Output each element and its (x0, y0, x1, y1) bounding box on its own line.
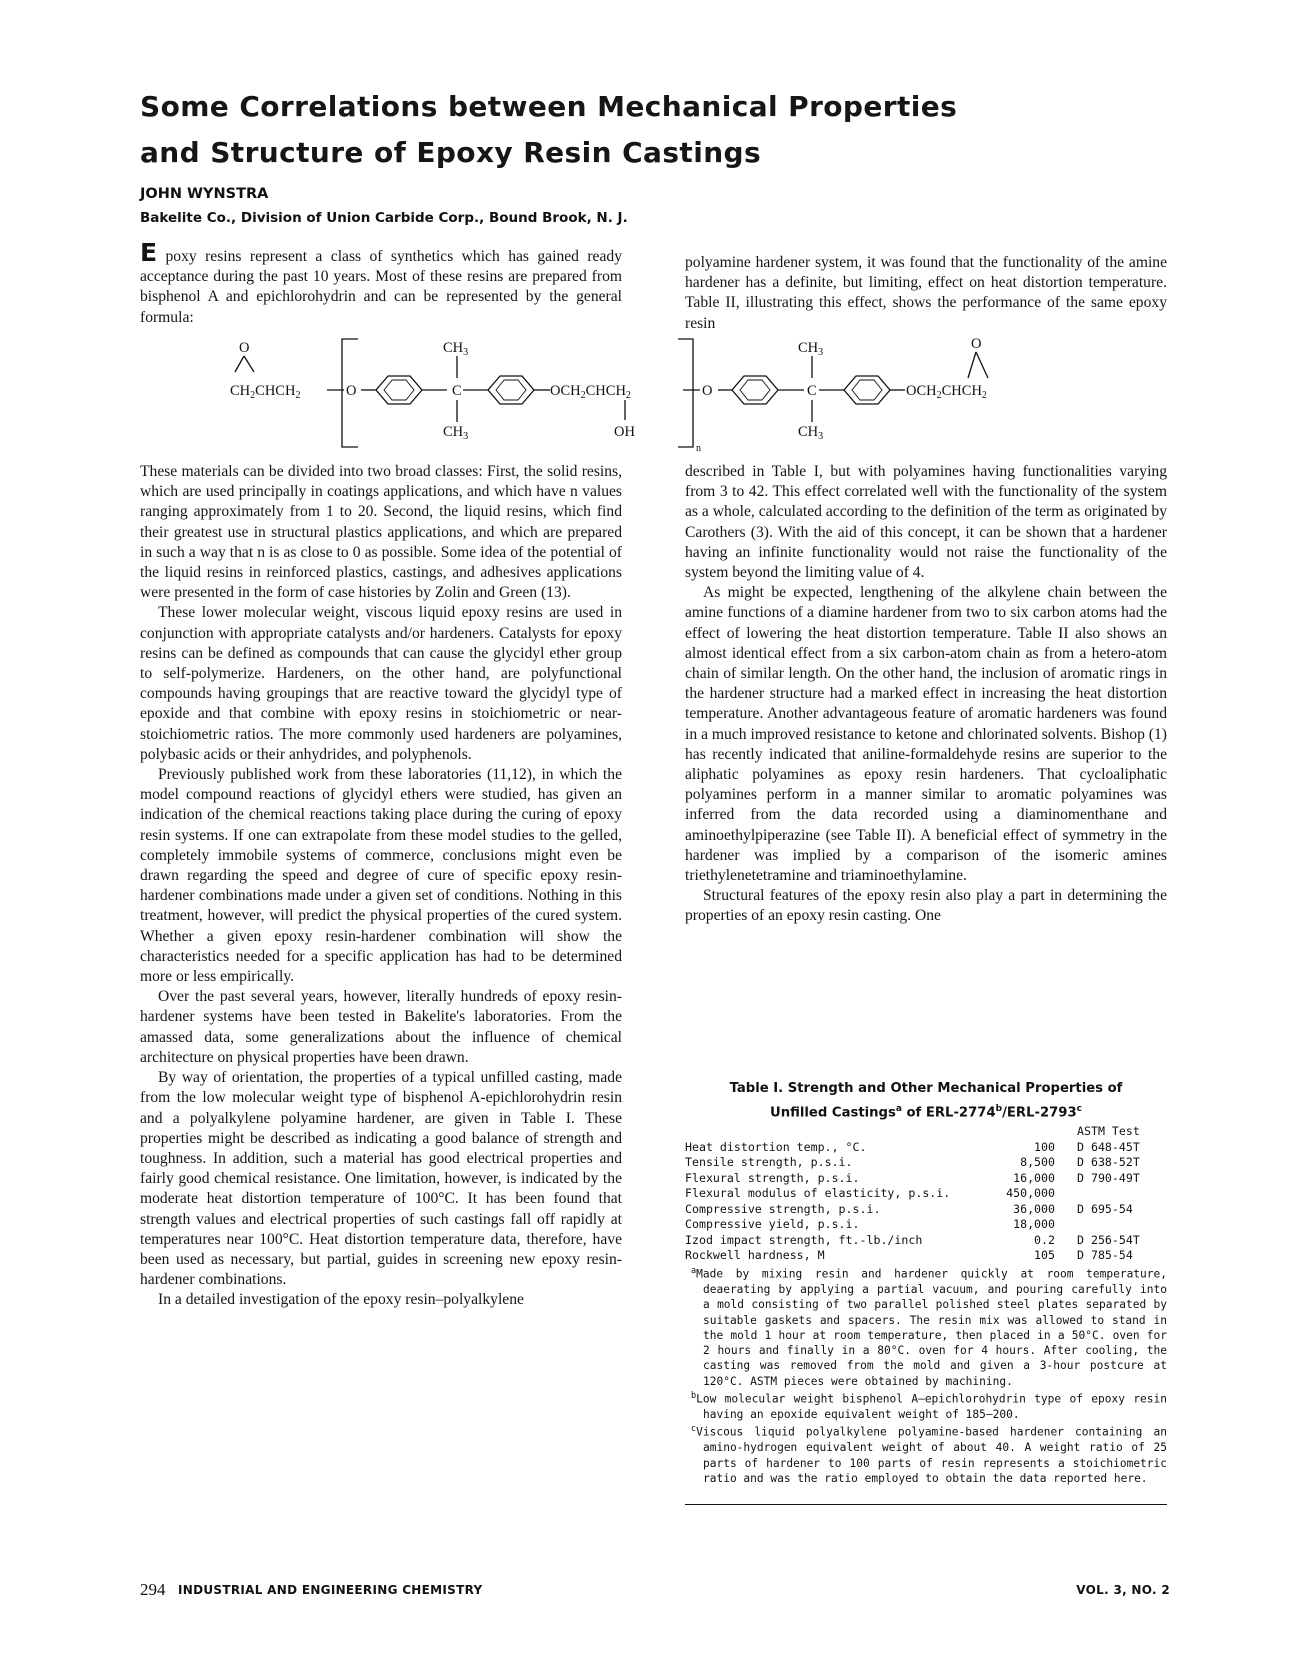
formula-ch3-top: $CH_3$ (443, 340, 469, 358)
paragraph: These materials can be divided into two broad classes: First, the solid resins, which are used principally in coatings applications, and which have n values ranging approximately from 1 to 20. Second, the liquid resins, which find their greatest use in structural plastics applications, and which are prepared in such a way that n is as close to 0 as possible. Some idea of the potential of the liquid resins in reinforced plastics, castings, and adhesives applications were presented in the form of case histories by Zolin and Green (13). (140, 463, 622, 602)
formula-n: n (696, 443, 701, 454)
paragraph: As might be expected, lengthening of the alkylene chain between the amine functions of a diamine hardener from two to six carbon atoms had the effect of lowering the heat distortion temperature. Table II also shows an almost identical effect from a six carbon-atom chain as from a hetero-atom chain of similar length. On the other hand, the inclusion of aromatic rings in the hardener structure had a marked effect in increasing the heat distortion temperature. Another advantageous feature of aromatic hardeners was found in a much improved resistance to ketone and chlorinated solvents. Bishop (1) has recently indicated that aniline-formaldehyde resins are superior to the aliphatic polyamines as epoxy resin hardeners. That cycloaliphatic polyamines perform in a manner similar to aromatic polyamines was inferred from the data recorded using a diaminomenthane and aminoethylpiperazine (see Table II). A beneficial effect of symmetry in the hardener was implied by a comparison of the isomeric amines triethylenetetramine and triaminoethylamine. (685, 584, 1167, 885)
page-footer (140, 1580, 1170, 1600)
formula-ch3-bottom: $CH_3$ (443, 424, 469, 442)
title-line-1: Some Correlations between Mechanical Properties (140, 90, 958, 123)
formula-ether-o: O (346, 383, 357, 399)
table-row: Rockwell hardness, M 105 D 785-54 (685, 1248, 1133, 1263)
paragraph: Structural features of the epoxy resin also play a part in determining the properties of an epoxy resin casting. One (685, 887, 1167, 925)
title-line-2: and Structure of Epoxy Resin Castings (140, 136, 762, 169)
formula-quaternary-c: C (452, 383, 462, 399)
table-bottom-rule (685, 1504, 1167, 1505)
formula-och2chch2: $OCH_2CHCH_2$ (550, 383, 631, 401)
table-footnote-c: $^c$Viscous liquid polyalkylene polyamine-based hardener containing an amino-hydrogen equivalent weight of about 40. A weight ratio of 25 parts of hardener to 100 parts of resin represents a stoichiometric ratio and was the ratio employed to obtain the data reported here. (691, 1424, 1167, 1485)
table-caption-line-2: Unfilled Castings$^a$ of ERL-2774$^b$/ERL-2793$^c$ (770, 1104, 1082, 1121)
intro-paragraph (140, 238, 622, 328)
paragraph: Previously published work from these laboratories (11,12), in which the model compound reactions of glycidyl ethers were studied, has given an indication of the chemical reactions taking place during the curing of epoxy resin systems. If one can extrapolate from these model studies to the gelled, completely immobile systems of commerce, conclusions might even be drawn regarding the speed and degree of cure of specific epoxy resin-hardener combinations made under a given set of conditions. Nothing in this treatment, however, will predict the physical properties of the cured system. Whether a given epoxy resin-hardener combination will show the characteristics needed for a specific application has had to be determined more or less empirically. (140, 766, 622, 986)
author-affiliation: Bakelite Co., Division of Union Carbide Corp., Bound Brook, N. J. (140, 210, 628, 226)
table-caption-line-1: Table I. Strength and Other Mechanical Properties of (729, 1081, 1123, 1096)
formula-oh: OH (614, 424, 635, 440)
intro-column (140, 238, 622, 328)
table-footnote-b: $^b$Low molecular weight bisphenol A–epichlorohydrin type of epoxy resin having an epoxide equivalent weight of 185–200. (691, 1391, 1167, 1422)
repeat-bracket-right (678, 339, 693, 447)
table-row: Izod impact strength, ft.-lb./inch 0.2 D 256-54T (685, 1232, 1140, 1247)
right-top-paragraph: polyamine hardener system, it was found that the functionality of the amine hardener has a definite, but limiting, effect on heat distortion temperature. Table II, illustrating this effect, shows the performance of the same epoxy resin (685, 254, 1167, 332)
paragraph: These lower molecular weight, viscous liquid epoxy resins are used in conjunction with appropriate catalysts and/or hardeners. Catalysts for epoxy resins can be defined as compounds that can cause the glycidyl ether group to self-polymerize. Hardeners, on the other hand, are polyfunctional compounds having groupings that are reactive toward the glycidyl type of epoxide and that combine with epoxy resins in stoichiometric or near-stoichiometric ratios. The more commonly used hardeners are polyamines, polybasic acids or their anhydrides, and polyphenols. (140, 604, 622, 763)
right-top-column (685, 253, 1167, 334)
epoxide-bond (235, 356, 244, 372)
drop-cap: E (140, 238, 158, 267)
paragraph: Over the past several years, however, literally hundreds of epoxy resin-hardener systems have been tested in Bakelite's laboratories. From the amassed data, some generalizations about the influence of chemical architecture on physical properties have been drawn. (140, 988, 622, 1066)
properties-table (685, 1124, 1167, 1264)
journal-name: INDUSTRIAL AND ENGINEERING CHEMISTRY (178, 1583, 483, 1597)
author-name: JOHN WYNSTRA (140, 186, 269, 202)
formula-ch3-bottom-2: $CH_3$ (798, 424, 824, 442)
intro-text: poxy resins represent a class of synthetics which has gained ready acceptance during the past 10 years. Most of these resins are prepared from bisphenol A and epichlorohydrin and can be represented by the general formula: (140, 248, 622, 326)
table-row: Tensile strength, p.s.i. 8,500 D 638-52T (685, 1155, 1140, 1170)
page-number: 294 (140, 1580, 166, 1599)
table-row: Compressive strength, p.s.i. 36,000 D 695-54 (685, 1201, 1133, 1216)
left-column (140, 462, 622, 1311)
paragraph: In a detailed investigation of the epoxy resin–polyalkylene (158, 1291, 524, 1309)
volume-issue: VOL. 3, NO. 2 (1076, 1583, 1170, 1597)
table-footnote-a: $^a$Made by mixing resin and hardener quickly at room temperature, deaerating by applying a partial vacuum, and pouring carefully into a mold consisting of two parallel polished steel plates separated by suitable gaskets and spacers. The resin mix was allowed to stand in the mold 1 hour at room temperature, then placed in a 50°C. oven for 2 hours and finally in a 80°C. oven for 4 hours. After cooling, the casting was removed from the mold and given a 3-hour postcure at 120°C. ASTM pieces were obtained by machining. (691, 1265, 1167, 1388)
right-column (685, 462, 1167, 927)
paragraph: By way of orientation, the properties of a typical unfilled casting, made from the low molecular weight type of bisphenol A-epichlorohydrin resin and a polyalkylene polyamine hardener, are given in Table I. These properties might be described as indicating a good balance of strength and toughness. In addition, such a material has good electrical properties and fairly good chemical resistance. One limitation, however, is indicated by the moderate heat distortion temperature of 100°C. It has been found that strength values and electrical properties of such castings fall off rapidly at temperatures near 100°C. Heat distortion temperature data, therefore, have been used as necessary, but partial, guides in screening new epoxy resin-hardener combinations. (140, 1069, 622, 1289)
epoxide-bond (244, 356, 254, 372)
formula-o-2: O (971, 336, 982, 352)
table-row: Flexural strength, p.s.i. 16,000 D 790-49T (685, 1170, 1140, 1185)
table-1 (685, 1080, 1167, 1505)
table-row: Compressive yield, p.s.i. 18,000 (685, 1217, 1055, 1232)
paragraph: described in Table I, but with polyamines having functionalities varying from 3 to 42. This effect correlated well with the functionality of the system as a whole, calculated according to the definition of the term as originated by Carothers (3). With the aid of this concept, it can be shown that a hardener having an infinite functionality would not raise the functionality of the system beyond the limiting value of 4. (685, 463, 1167, 582)
table-row: Flexural modulus of elasticity, p.s.i. 450,000 (685, 1186, 1055, 1201)
formula-o: O (239, 340, 250, 356)
formula-ch3-top-2: $CH_3$ (798, 340, 824, 358)
formula-och2chch2-end: $OCH_2CHCH_2$ (906, 383, 987, 401)
table-header-row (685, 1124, 1167, 1140)
formula-quaternary-c-2: C (807, 383, 817, 399)
astm-test-header: ASTM Test (1077, 1124, 1140, 1139)
table-row: Heat distortion temp., °C. 100 D 648-45T (685, 1139, 1140, 1154)
formula-end-ch2: $CH_2CHCH_2$ (230, 383, 301, 401)
formula-ether-o-2: O (702, 383, 713, 399)
epoxy-structural-formula (230, 334, 1210, 456)
article-title (140, 84, 1180, 176)
